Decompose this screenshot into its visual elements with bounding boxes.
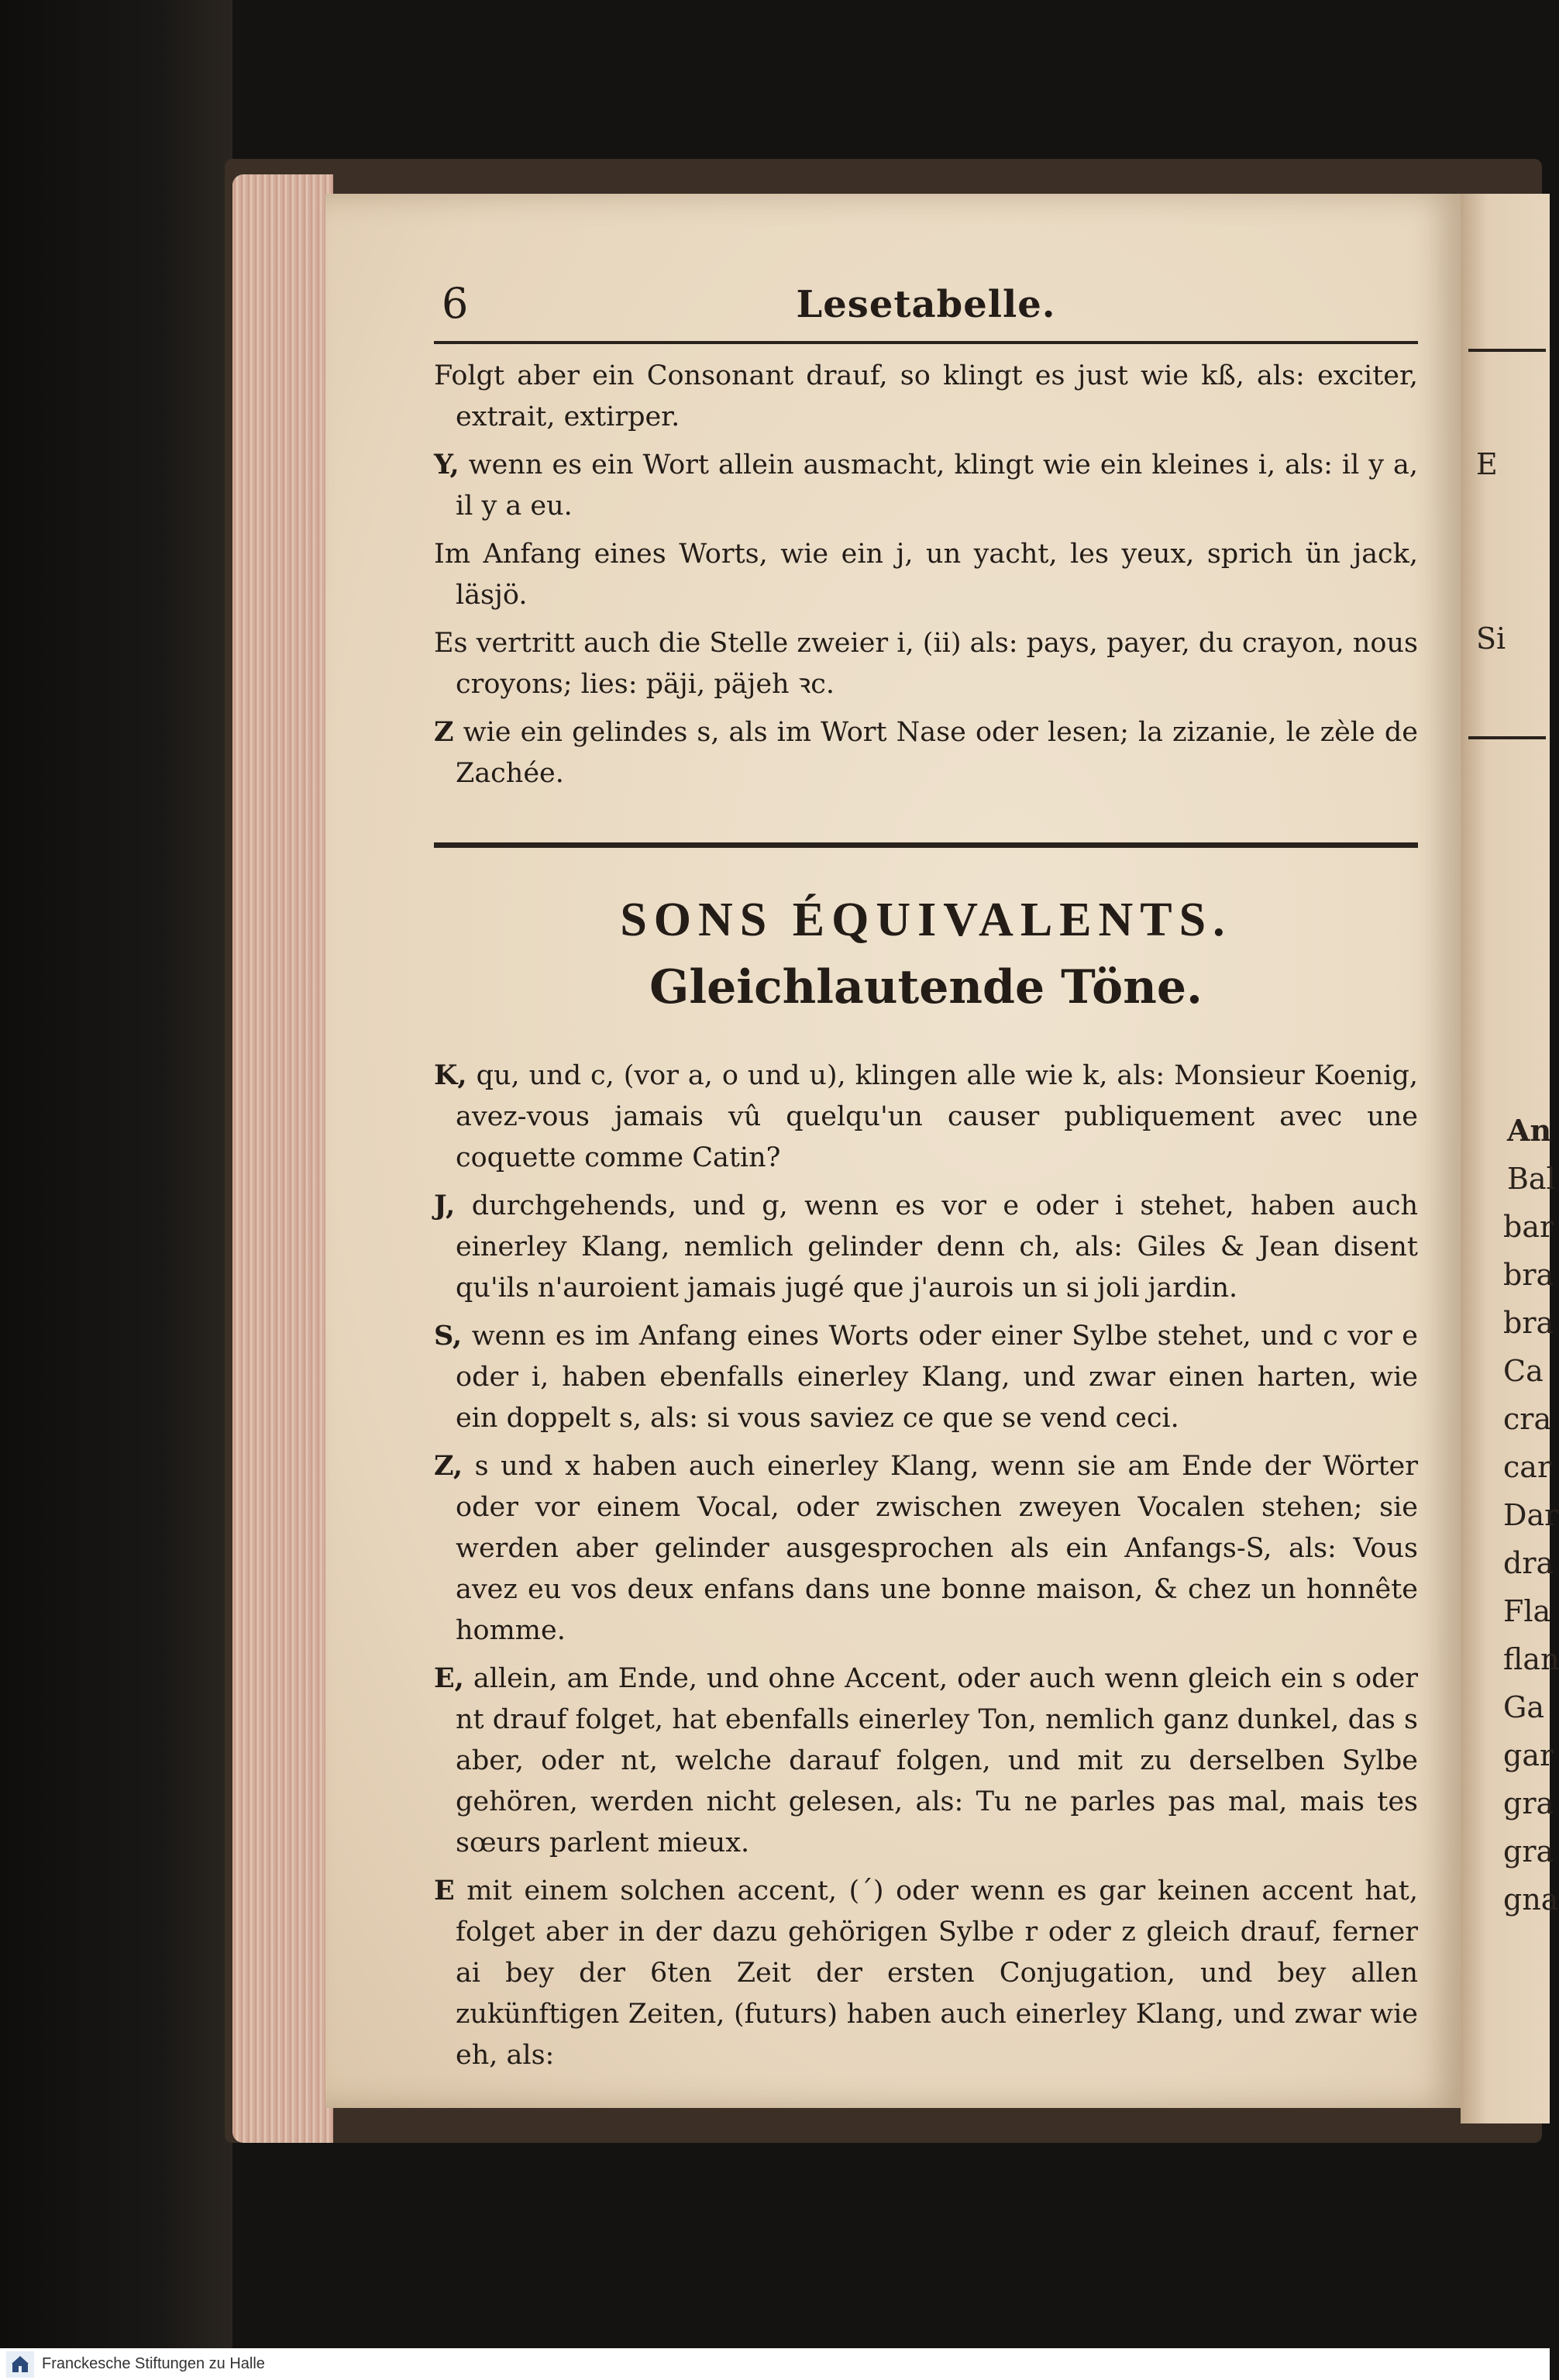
paragraph-lead: E [434, 1875, 455, 1906]
next-page-fragment: Ga [1503, 1690, 1545, 1724]
page-content [434, 279, 1418, 2082]
paragraph [434, 1658, 1418, 1864]
next-page-fragment: bra [1503, 1306, 1554, 1340]
paragraph [434, 1445, 1418, 1652]
paragraph-text: qu, und c, (vor a, o und u), klingen alle wie k, als: Monsieur Koenig, avez-vous jamais vû quelqu'un causer publiquement avec une coquette comme Catin? [456, 1060, 1418, 1173]
page-edges [232, 174, 333, 2143]
next-page-fragment: bra [1503, 1258, 1554, 1292]
header-rule [434, 341, 1418, 344]
paragraph-text: wenn es im Anfang eines Worts oder einer Sylbe stehet, und c vor e oder i, haben ebenfalls einerley Klang, und zwar einen harten, wie ein doppelt s, als: si vous saviez ce que se vend ceci. [456, 1321, 1418, 1434]
paragraph-text: Folgt aber ein Consonant drauf, so klingt es just wie kß, als: exciter, extrait, extirper. [434, 360, 1418, 432]
next-page-fragment: gra [1503, 1786, 1554, 1820]
paragraph [434, 355, 1418, 438]
paragraph [434, 622, 1418, 705]
next-page-fragment: cra [1503, 1402, 1552, 1436]
next-page-fragment: Si [1476, 622, 1506, 656]
next-page-fragment: Dar [1503, 1498, 1559, 1532]
page-number: 6 [442, 279, 469, 328]
next-page-fragment: An [1507, 1113, 1552, 1148]
paragraph [434, 1870, 1418, 2076]
paragraph-text: mit einem solchen accent, (´) oder wenn es gar keinen accent hat, folget aber in der dazu gehörigen Sylbe r oder z gleich drauf, ferner ai bey der 6ten Zeit der ersten Conjugation, und bey allen zukünftigen Zeiten, (futurs) haben auch einerley Klang, und zwar wie eh, als: [456, 1875, 1418, 2071]
institution-name: Franckesche Stiftungen zu Halle [42, 2355, 265, 2372]
paragraph-text: allein, am Ende, und ohne Accent, oder auch wenn gleich ein s oder nt drauf folget, hat ebenfalls einerley Ton, nemlich ganz dunkel, das s aber, oder nt, welche darauf folgen, und mit zu derselben Sylbe gehören, werden nicht gelesen, als: Tu ne parles pas mal, mais tes sœurs parlent mieux. [456, 1663, 1418, 1858]
paragraph-text: Im Anfang eines Worts, wie ein j, un yacht, les yeux, sprich ün jack, läsjö. [434, 539, 1418, 611]
section-divider [434, 842, 1418, 848]
next-page-fragment: Ca [1503, 1354, 1544, 1388]
next-page-rule [1468, 349, 1546, 352]
institution-logo-icon [6, 2351, 34, 2378]
paragraph-text: s und x haben auch einerley Klang, wenn sie am Ende der Wörter oder vor einem Vocal, oder zwischen zweyen Vocalen stehen; sie werden aber gelinder ausgesprochen als ein Anfangs-S, als: Vous avez eu vos deux enfans dans une bonne maison, & chez un honnête homme. [456, 1451, 1418, 1646]
paragraph-lead: S, [434, 1320, 463, 1352]
running-head: Lesetabelle. [796, 283, 1056, 326]
next-page-fragment: car [1503, 1450, 1552, 1484]
paragraph-lead: Z [434, 716, 454, 748]
paragraph-lead: E, [434, 1662, 464, 1694]
page-header [434, 279, 1418, 341]
paragraph-lead: K, [434, 1059, 467, 1091]
paragraph [434, 444, 1418, 527]
next-page-fragment: Fla [1503, 1594, 1551, 1628]
paragraph [434, 1055, 1418, 1179]
paragraph-text: wenn es ein Wort allein ausmacht, klingt wie ein kleines i, als: il y a, il y a eu. [456, 449, 1418, 522]
next-page-fragment: gra [1503, 1834, 1554, 1869]
paragraph-lead: Y, [434, 449, 459, 480]
paragraph-lead: J, [434, 1190, 456, 1221]
paragraph-text: durchgehends, und g, wenn es vor e oder i stehet, haben auch einerley Klang, nemlich gelinder denn ch, als: Giles & Jean disent qu'ils n'auroient jamais jugé que j'aurois un si joli jardin. [456, 1190, 1418, 1304]
dark-backdrop [0, 0, 232, 2348]
paragraph [434, 1185, 1418, 1309]
section-subtitle: Gleichlautende Töne. [649, 960, 1203, 1014]
next-page-fragment: dra [1503, 1546, 1554, 1580]
paragraph-text: wie ein gelindes s, als im Wort Nase oder lesen; la zizanie, le zèle de Zachée. [456, 717, 1418, 789]
next-page-fragment: Bal [1507, 1162, 1556, 1196]
paragraph [434, 533, 1418, 616]
next-page-fragment: gna [1503, 1882, 1559, 1917]
next-page-fragment: gar [1503, 1738, 1554, 1772]
paragraph [434, 711, 1418, 794]
paragraph-lead: Z, [434, 1450, 463, 1482]
paragraph [434, 1315, 1418, 1439]
next-page-fragment: bar [1503, 1210, 1554, 1244]
next-page-fragment: flan [1503, 1642, 1559, 1676]
footer-bar [0, 2348, 1550, 2380]
next-page-rule [1468, 736, 1546, 739]
next-page-edge [1461, 194, 1559, 2123]
paragraph-text: Es vertritt auch die Stelle zweier i, (ii) als: pays, payer, du crayon, nous croyons; lies: päji, päjeh ꝛc. [434, 628, 1418, 700]
next-page-fragment: E [1476, 447, 1498, 481]
section-title: SONS ÉQUIVALENTS. [620, 894, 1232, 946]
